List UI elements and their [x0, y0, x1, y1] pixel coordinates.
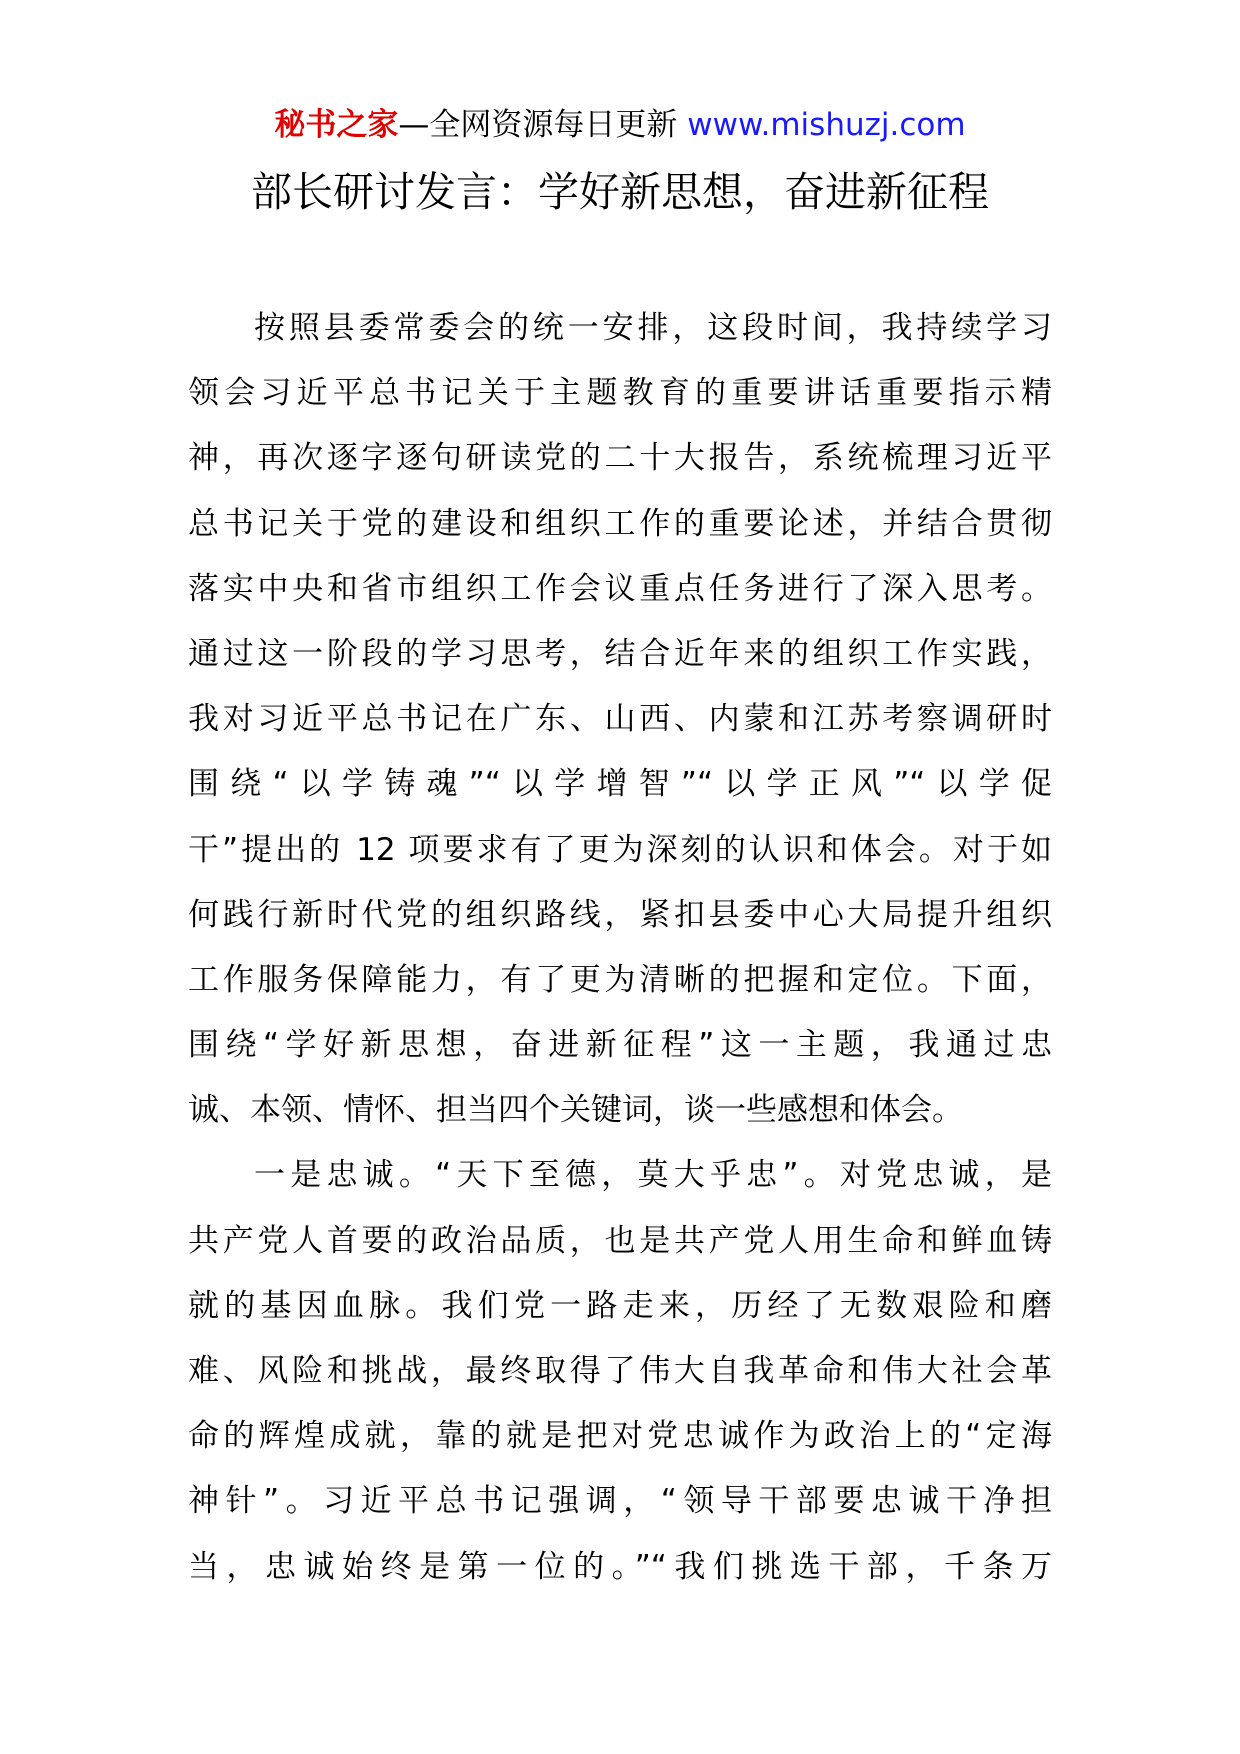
- site-brand: 秘书之家: [274, 107, 399, 143]
- paragraph-line: 神针”。习近平总书记强调，“领导干部要忠诚干净担: [188, 1483, 1052, 1520]
- paragraph-line: 总书记关于党的建设和组织工作的重要论述，并结合贯彻: [188, 505, 1052, 542]
- paragraph-line: 通过这一阶段的学习思考，结合近年来的组织工作实践，: [188, 635, 1052, 672]
- paragraph-line: 工作服务保障能力，有了更为清晰的把握和定位。下面，: [188, 961, 1052, 998]
- paragraph-line: 当，忠诚始终是第一位的。”“我们挑选干部，千条万: [188, 1548, 1052, 1585]
- paragraph-line: 按照县委常委会的统一安排，这段时间，我持续学习: [254, 310, 1052, 346]
- paragraph-line: 围绕“学好新思想，奋进新征程”这一主题，我通过忠: [188, 1027, 1052, 1064]
- paragraph-line: 诚、本领、情怀、担当四个关键词，谈一些感想和体会。: [188, 1092, 963, 1129]
- paragraph-line: 一是忠诚。“天下至德，莫大乎忠”。对党忠诚，是: [254, 1157, 1052, 1194]
- document-title: 部长研讨发言：学好新思想，奋进新征程: [251, 168, 989, 216]
- paragraph-line: 神，再次逐字逐句研读党的二十大报告，系统梳理习近平: [188, 440, 1052, 477]
- document-body: [188, 296, 1052, 1600]
- paragraph-line: 就的基因血脉。我们党一路走来，历经了无数艰险和磨: [188, 1287, 1052, 1324]
- site-tagline: —全网资源每日更新: [398, 107, 688, 143]
- paragraph-line: 领会习近平总书记关于主题教育的重要讲话重要指示精: [188, 375, 1052, 412]
- paragraph-line: 共产党人首要的政治品质，也是共产党人用生命和鲜血铸: [188, 1222, 1052, 1259]
- paragraph-line: 何践行新时代党的组织路线，紧扣县委中心大局提升组织: [188, 896, 1052, 933]
- paragraph-line: 干”提出的 12 项要求有了更为深刻的认识和体会。对于如: [188, 831, 1052, 868]
- paragraph-line: 我对习近平总书记在广东、山西、内蒙和江苏考察调研时: [188, 701, 1052, 738]
- site-url-link[interactable]: www.mishuzj.com: [687, 107, 966, 143]
- paragraph-line: 落实中央和省市组织工作会议重点任务进行了深入思考。: [188, 570, 1052, 607]
- paragraph-line: 围绕“以学铸魂”“以学增智”“以学正风”“以学促: [188, 766, 1052, 803]
- paragraph-line: 难、风险和挑战，最终取得了伟大自我革命和伟大社会革: [188, 1353, 1052, 1389]
- site-banner: [0, 100, 1240, 150]
- paragraph-line: 命的辉煌成就，靠的就是把对党忠诚作为政治上的“定海: [188, 1418, 1052, 1455]
